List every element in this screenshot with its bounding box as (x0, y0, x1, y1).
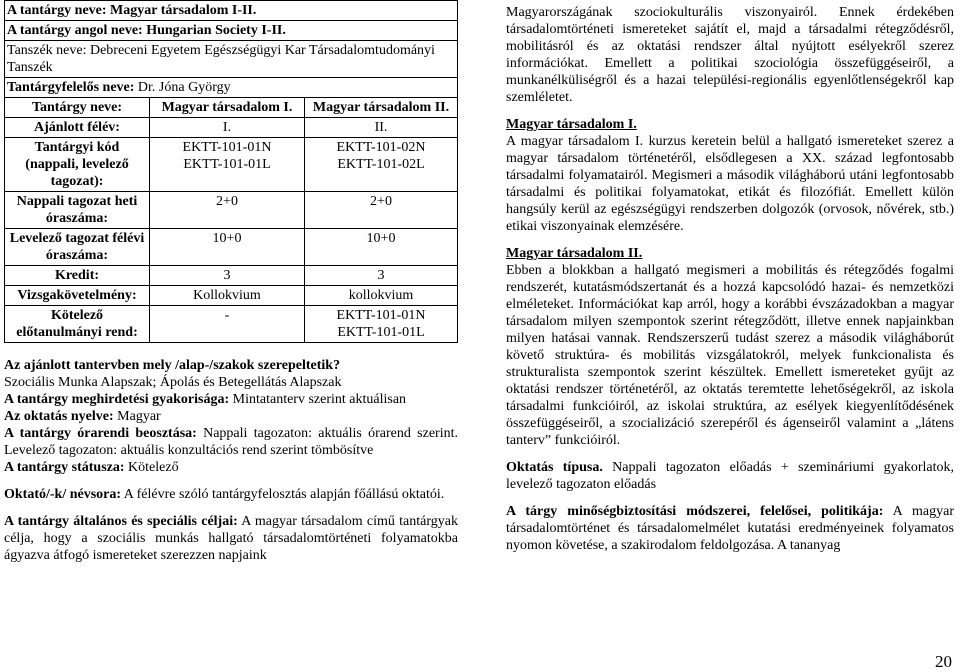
corr-1: 10+0 (150, 229, 305, 266)
quality-assurance (506, 503, 954, 554)
status-value: Kötelező (124, 460, 179, 475)
corr-label: Levelező tagozat félévi óraszáma: (5, 229, 150, 266)
teaching-type-label: Oktatás típusa. (506, 460, 603, 475)
schedule-value: Nappali tagozaton: aktuális órarend szerint. Levelező tagozaton: aktuális konzultációs rend szerint tömbösítve (4, 426, 458, 458)
name-label: Tantárgy neve: (5, 98, 150, 118)
teachers-value: A félévre szóló tantárgyfelosztás alapján főállású oktatói. (121, 487, 445, 502)
prereq-2 (305, 306, 458, 343)
language-value: Magyar (113, 409, 161, 424)
code-2a: EKTT-101-02N (336, 140, 426, 155)
credit-2: 3 (305, 266, 458, 286)
name-1: Magyar társadalom I. (150, 98, 305, 118)
schedule (4, 425, 458, 459)
language (4, 408, 458, 425)
society-2-paragraph: Ebben a blokkban a hallgató megismeri a mobilitás és rétegződés fogalmi rendszerét, kutatásmódszertanát és a hozzá kapcsolódó hazai- és nemzetközi elméleteket. Információkat kap arról, hogy a korábbi évszázadokban a magyar társadalom milyen szempontok szerint rétegződött, illetve ennek napjainkban milyen hatásai vannak. Rendszerszerű tudást szerez a második világháborút követő struktúra- és mobilitás vizsgálatokról, melyek funkcionalista és strukturalista szempontok szerint készültek. Emellett ismereteket gyűjt az oktatási rendszer történetéről, az oktatás teremtette lehetőségekről, az iskola társadalmi funkcióiról, az iskolai struktúra, az esélyek kiegyenlítődésének összefüggéseiről, a szocializáció szerepéről és ágenseiről valamint a „látens tanterv” funkcióiról. (506, 263, 954, 448)
department: Tanszék neve: Debreceni Egyetem Egészségügyi Kar Társadalomtudományi Tanszék (5, 41, 458, 78)
course-info-table (4, 0, 458, 343)
responsible-label: Tantárgyfelelős neve: (7, 80, 138, 95)
semester-2: II. (305, 118, 458, 138)
status (4, 459, 458, 476)
curricula-question: Az ajánlott tantervben mely /alap-/szakok szerepeltetik? (4, 358, 341, 373)
teaching-type-value: Nappali tagozaton előadás + szemináriumi gyakorlatok, levelező tagozaton előadás (506, 460, 954, 492)
code-label: Tantárgyi kód (nappali, levelező tagozat): (5, 138, 150, 192)
semester-1: I. (150, 118, 305, 138)
society-1-paragraph: A magyar társadalom I. kurzus keretein belül a hallgató ismereteket szerez a magyar társadalom történetéről, elsődlegesen a XX. század legfontosabb társadalmi folyamatairól. Megismeri a második világháború utáni legfontosabb társadalmi és politikai folyamatokat, etikát és filozófiát. Emellett külön hangsúly kerül az egészségügyi rendszerben dolgozók (orvosok, nővérek, stb.) etikai viszonyainak elemzésére. (506, 134, 954, 234)
code-1b: EKTT-101-01L (183, 157, 271, 172)
goals (4, 513, 458, 564)
code-2 (305, 138, 458, 192)
right-column (506, 4, 954, 554)
daily-2: 2+0 (305, 192, 458, 229)
teachers-label: Oktató/-k/ névsora: (4, 487, 122, 502)
exam-2: kollokvium (305, 286, 458, 306)
credit-1: 3 (150, 266, 305, 286)
teaching-type (506, 459, 954, 493)
heading-society-2: Magyar társadalom II. (506, 246, 643, 261)
page-number: 20 (935, 652, 952, 671)
daily-label: Nappali tagozat heti óraszáma: (5, 192, 150, 229)
language-label: Az oktatás nyelve: (4, 409, 114, 424)
subject-en: A tantárgy angol neve: Hungarian Society I-II. (5, 21, 458, 41)
frequency-label: A tantárgy meghirdetési gyakorisága: (4, 392, 230, 407)
teachers (4, 486, 458, 503)
goals-label: A tantárgy általános és speciális céljai: (4, 514, 238, 529)
schedule-label: A tantárgy órarendi beosztása: (4, 426, 197, 441)
code-1a: EKTT-101-01N (182, 140, 272, 155)
credit-label: Kredit: (5, 266, 150, 286)
responsible-name: Dr. Jóna György (137, 80, 231, 95)
daily-1: 2+0 (150, 192, 305, 229)
code-1 (150, 138, 305, 192)
frequency-value: Mintatanterv szerint aktuálisan (229, 392, 407, 407)
exam-1: Kollokvium (150, 286, 305, 306)
goals-value: A magyar társadalom című tantárgyak célja, hogy a szociális munkás hallgató társadalomtörténeti folyamatokba ágyazva átfogó ismereteket szerezzen napjaink (4, 514, 458, 563)
curricula: Szociális Munka Alapszak; Ápolás és Betegellátás Alapszak (4, 375, 342, 390)
quality-label: A tárgy minőségbiztosítási módszerei, felelősei, politikája: (506, 504, 884, 519)
prereq-2a: EKTT-101-01N (336, 308, 426, 323)
semester-label: Ajánlott félév: (5, 118, 150, 138)
corr-2: 10+0 (305, 229, 458, 266)
exam-label: Vizsgakövetelmény: (5, 286, 150, 306)
left-column (4, 0, 458, 564)
prereq-1: - (150, 306, 305, 343)
name-2: Magyar társadalom II. (305, 98, 458, 118)
heading-society-1: Magyar társadalom I. (506, 117, 637, 132)
status-label: A tantárgy státusza: (4, 460, 125, 475)
prereq-2b: EKTT-101-01L (337, 325, 425, 340)
quality-value: A magyar társadalomtörténet és társadalomelmélet kutatási eredményeinek folyamatos nyomon követése, a szakirodalom feldolgozása. A tananyag (506, 504, 955, 553)
responsible (5, 78, 458, 98)
subject-hu: A tantárgy neve: Magyar társadalom I-II. (5, 1, 458, 21)
prereq-label: Kötelező előtanulmányi rend: (5, 306, 150, 343)
frequency (4, 391, 458, 408)
code-2b: EKTT-101-02L (337, 157, 425, 172)
intro-paragraph: Magyarországának szociokulturális viszonyairól. Ennek érdekében társadalomtörténeti ismereteket sajátít el, majd a társadalmi rétegződésről, mobilitásról és az oktatási rendszer által nyújtott esélyekről szerez információkat. Emellett a politikai szociológia összefüggéseiről, a munkanélküliségről és a hazai települési-regionális egyenlőtlenségekről kap szemléletet. (506, 5, 954, 105)
